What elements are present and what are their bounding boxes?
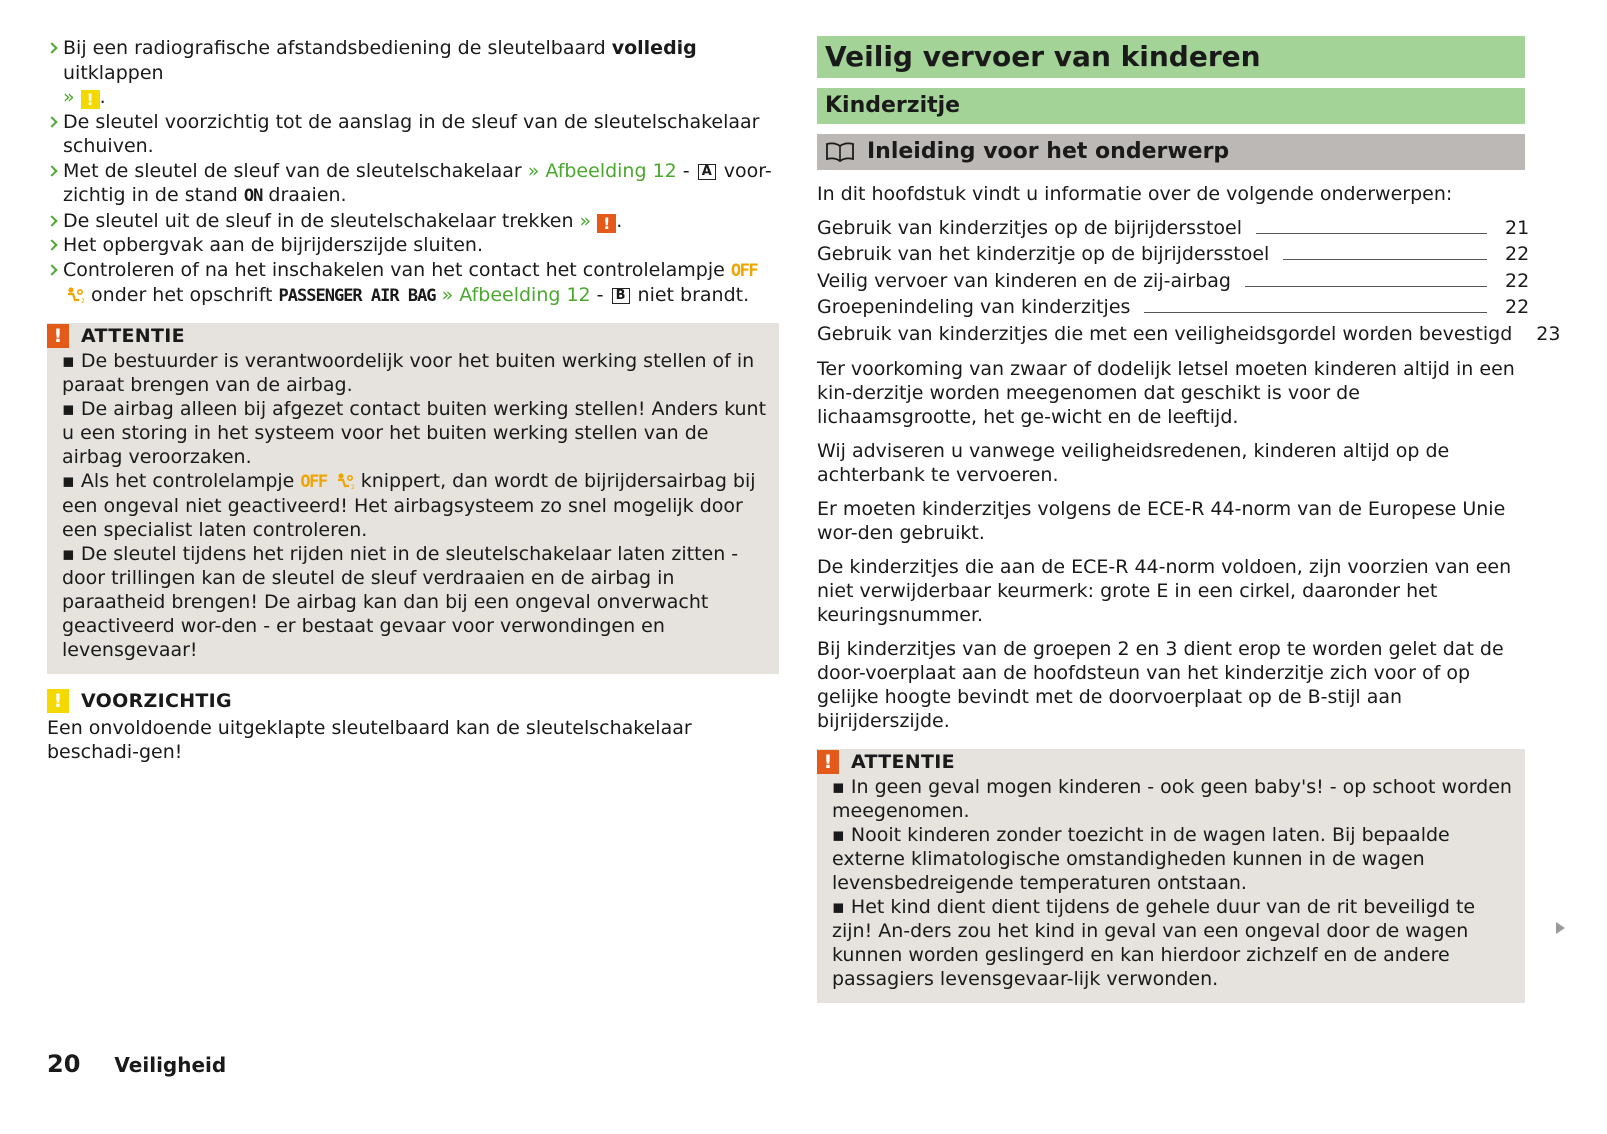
toc-page-number: 22 [1505, 296, 1530, 318]
attentie-title: ATTENTIE [851, 750, 955, 773]
attentie-item: ▪ De airbag alleen bij afgezet contact buiten werking stellen! Anders kunt u een storing in het systeem voor het buiten werking stellen van de airbag veroorzaken. [62, 397, 767, 468]
toc-page-number: 22 [1505, 243, 1530, 265]
figure-link[interactable]: » Afbeelding 12 [527, 159, 677, 182]
right-column [817, 36, 1561, 1003]
warning-icon: ! [817, 750, 839, 774]
toc-page-number: 22 [1505, 269, 1530, 292]
voorzichtig-title: VOORZICHTIG [81, 689, 232, 712]
warning-icon: ! [597, 214, 616, 233]
attentie-box [817, 749, 1525, 1003]
key-position-label: ON [243, 186, 263, 206]
voorzichtig-box [47, 688, 779, 764]
toc-entry[interactable]: Gebruik van het kinderzitje op de bijrijdersstoel 22 [817, 243, 1530, 265]
topic-intro-header [817, 134, 1525, 170]
chapter-title: Veilig vervoer van kinderen [817, 36, 1525, 78]
attentie-item: ▪ Nooit kinderen zonder toezicht in de wagen laten. Bij bepaalde externe klimatologische omstandigheden kunnen in de wagen levensbedreigende temperaturen ontstaan. [832, 823, 1450, 894]
caution-icon: ! [81, 90, 100, 109]
callout-box: A [698, 164, 716, 180]
toc-page-number: 21 [1505, 216, 1530, 239]
toc-entry[interactable]: Groepenindeling van kinderzitjes 22 [817, 296, 1530, 318]
ref-link[interactable]: » [579, 209, 592, 232]
attentie-item: ▪ In geen geval mogen kinderen - ook geen baby's! - op schoot worden meegenomen. [832, 775, 1512, 822]
dashboard-label: PASSENGER AIR BAG [278, 286, 436, 306]
step-5: Het opbergvak aan de bijrijderszijde sluiten. [47, 233, 779, 258]
step-4: De sleutel uit de sleuf in de sleutelschakelaar trekken » ! . [47, 209, 779, 234]
step-1: Bij een radiografische afstandsbediening de sleutelbaard volledig uitklappen » ! . [47, 36, 779, 110]
toc-entry[interactable]: Veilig vervoer van kinderen en de zij-airbag 22 [817, 269, 1530, 292]
step-6: Controleren of na het inschakelen van het contact het controlelampje OFF 2 onder het opschrift PASSENGER AIR BAG » Afbeelding 12 - B niet brandt. [47, 258, 779, 309]
toc-page-number: 23 [1536, 322, 1561, 345]
left-column [47, 36, 779, 764]
step-3: Met de sleutel de sleuf van de sleutelschakelaar » Afbeelding 12 - A voor-zichtig in de stand ON draaien. [47, 159, 779, 209]
figure-link[interactable]: » Afbeelding 12 [435, 284, 591, 306]
callout-box: B [612, 288, 630, 304]
attentie-item: ▪ De sleutel tijdens het rijden niet in de sleutelschakelaar laten zitten - door trillingen kan de sleutel de sleuf verdraaien en de airbag in paraatheid brengen! De airbag kan dan bij een ongeval onverwacht geactiveerd wor-den - er bestaat gevaar voor verwondingen en levensgevaar! [62, 542, 739, 661]
attentie-header [47, 323, 779, 349]
svg-text:2: 2 [81, 298, 85, 304]
voorzichtig-header [47, 688, 779, 714]
attentie-box [47, 323, 779, 674]
toc-entry[interactable]: Gebruik van kinderzitjes op de bijrijdersstoel 21 [817, 216, 1530, 239]
passenger-airbag-icon [333, 472, 355, 490]
continue-arrow-icon [1556, 922, 1565, 934]
footer-section-title: Veiligheid [114, 1053, 227, 1077]
passenger-airbag-icon [63, 286, 85, 304]
attentie-header [817, 749, 1525, 775]
toc [817, 214, 1561, 347]
attentie-item: ▪ De bestuurder is verantwoordelijk voor het buiten werking stellen of in paraat brengen van de airbag. [62, 349, 755, 396]
body-paragraph: Wij adviseren u vanwege veiligheidsredenen, kinderen altijd op de achterbank te vervoeren. [817, 439, 1450, 486]
airbag-off-indicator: OFF [300, 471, 327, 492]
open-book-icon [825, 142, 855, 162]
body-paragraph: Bij kinderzitjes van de groepen 2 en 3 dient erop te worden gelet dat de door-voerplaat aan de hoofdsteun van het kinderzitje zich voor of op gelijke hoogte bevindt met de doorvoerplaat op de B-stijl aan bijrijderszijde. [817, 637, 1504, 732]
body-paragraph: De kinderzitjes die aan de ECE-R 44-norm voldoen, zijn voorzien van een niet verwijderbaar keurmerk: grote E in een cirkel, daaronder het keuringsnummer. [817, 555, 1512, 626]
toc-entry[interactable]: Gebruik van kinderzitjes die met een veiligheidsgordel worden bevestigd 23 [817, 322, 1561, 345]
intro-text: In dit hoofdstuk vindt u informatie over de volgende onderwerpen: [817, 183, 1453, 205]
attentie-item: ▪ Het kind dient dient tijdens de gehele duur van de rit beveiligd te zijn! An-ders zou het kind in geval van een ongeval door de wagen kunnen worden geslingerd en kan hierdoor zichzelf en de andere passagiers levensgevaar-lijk verwonden. [832, 895, 1476, 990]
airbag-off-indicator: OFF [730, 260, 758, 281]
page-footer [47, 1050, 226, 1078]
body-paragraph: Er moeten kinderzitjes volgens de ECE-R 44-norm van de Europese Unie wor-den gebruikt. [817, 497, 1506, 544]
attentie-title: ATTENTIE [81, 324, 185, 347]
caution-icon: ! [47, 689, 69, 713]
warning-icon: ! [47, 324, 69, 348]
page-number: 20 [47, 1050, 81, 1078]
topic-intro-title: Inleiding voor het onderwerp [867, 139, 1230, 164]
svg-text:2: 2 [350, 483, 355, 490]
voorzichtig-text: Een onvoldoende uitgeklapte sleutelbaard kan de sleutelschakelaar beschadi-gen! [47, 716, 692, 763]
step-2: De sleutel voorzichtig tot de aanslag in de sleuf van de sleutelschakelaar schuiven. [47, 110, 779, 159]
section-title: Kinderzitje [817, 88, 1525, 124]
ref-link[interactable]: » [63, 86, 75, 108]
attentie-item: ▪ Als het controlelampje OFF 2 knippert, dan wordt de bijrijdersairbag bij een ongeval niet geactiveerd! Het airbagsysteem zo snel mogelijk door een specialist laten controleren. [62, 469, 756, 541]
body-paragraph: Ter voorkoming van zwaar of dodelijk letsel moeten kinderen altijd in een kin-derzitje worden meegenomen dat geschikt is voor de lichaamsgrootte, het ge-wicht en de leeftijd. [817, 357, 1515, 428]
